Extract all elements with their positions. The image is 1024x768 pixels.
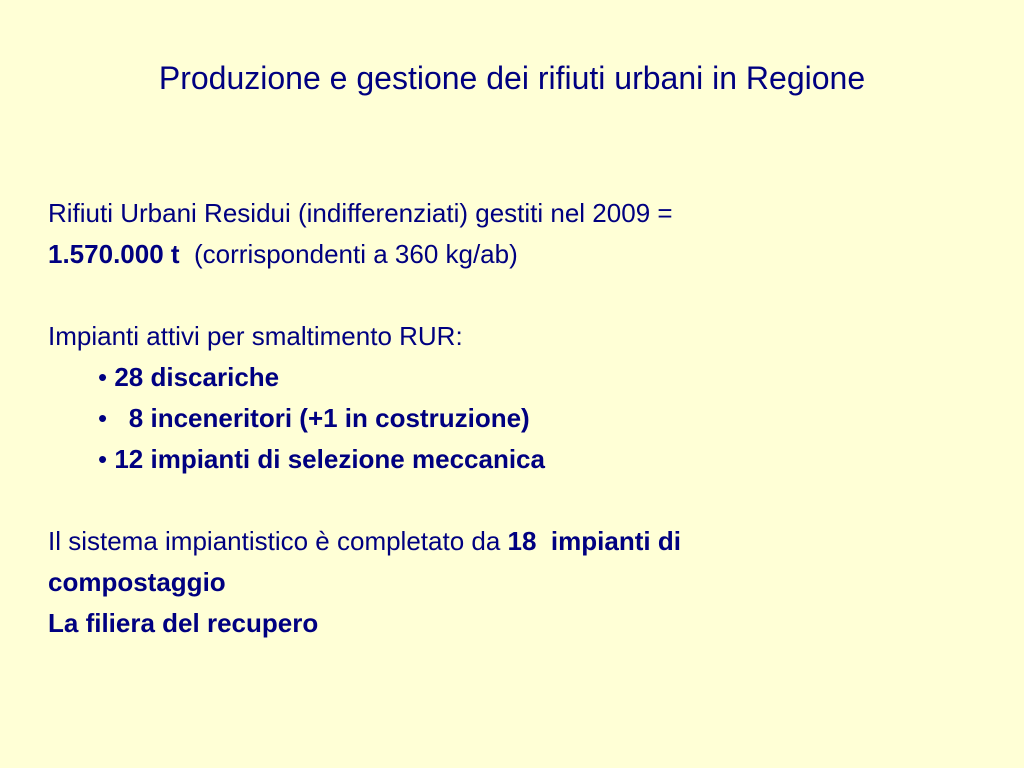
list-item-text: 12 impianti di selezione meccanica — [114, 444, 545, 474]
rur-line: Rifiuti Urbani Residui (indifferenziati) gestiti nel 2009 = — [48, 198, 673, 228]
plants-list — [48, 357, 988, 480]
system-text: Il sistema impiantistico è completato da — [48, 526, 508, 556]
slide-body — [48, 193, 988, 644]
slide-title: Produzione e gestione dei rifiuti urbani in Regione — [158, 60, 866, 96]
compost-label: impianti di — [550, 526, 681, 556]
system-line — [48, 521, 988, 562]
list-item — [48, 357, 988, 398]
plants-heading: Impianti attivi per smaltimento RUR: — [48, 321, 463, 351]
spacer — [48, 480, 988, 521]
list-item-text: 8 inceneritori (+1 in costruzione) — [128, 403, 530, 433]
list-item — [48, 398, 988, 439]
compost-label-2: compostaggio — [48, 567, 226, 597]
system-line-2 — [48, 562, 988, 603]
rur-amount-line — [48, 234, 988, 275]
compost-count: 18 — [507, 526, 537, 556]
spacer — [48, 275, 988, 316]
rur-amount-note: (corrispondenti a 360 kg/ab) — [194, 239, 518, 269]
bullet-icon: • — [98, 362, 108, 392]
list-item — [48, 439, 988, 480]
closing-line — [48, 603, 988, 644]
list-item-text: 28 discariche — [114, 362, 280, 392]
bullet-icon: • — [98, 403, 108, 433]
bullet-icon: • — [98, 444, 108, 474]
rur-amount: 1.570.000 t — [48, 239, 180, 269]
closing-text: La filiera del recupero — [48, 608, 319, 638]
